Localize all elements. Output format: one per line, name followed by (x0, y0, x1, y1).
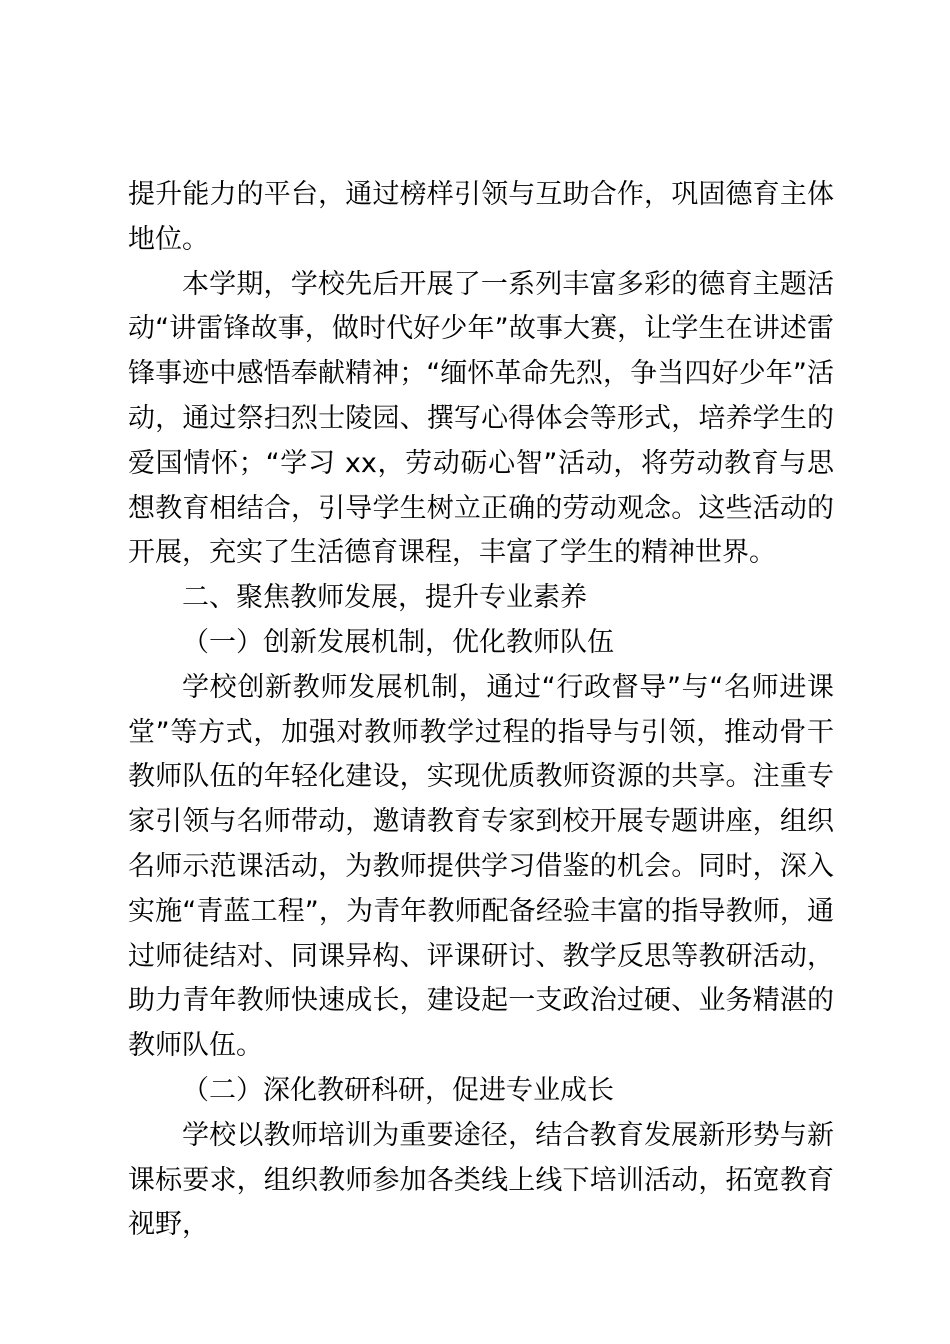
section-heading: 二、聚焦教师发展，提升专业素养 (182, 582, 587, 614)
paragraph-teacher-mechanism: 学校创新教师发展机制，通过“行政督导”与“名师进课堂”等方式，加强对教师教学过程的指导与引领，推动骨干教师队伍的年轻化建设，实现优质教师资源的共享。注重专家引领与名师带动，邀请教育专家到校开展专题讲座，组织名师示范课活动，为教师提供学习借鉴的机会。同时，深入实施“青蓝工程”，为青年教师配备经验丰富的指导教师，通过师徒结对、同课异构、评课研讨、教学反思等教研活动，助力青年教师快速成长，建设起一支政治过硬、业务精湛的教师队伍。 (128, 671, 834, 1062)
subsection-heading-1: （一）创新发展机制，优化教师队伍 (182, 626, 614, 658)
document-body (128, 173, 834, 1248)
paragraph-continuation: 提升能力的平台，通过榜样引领与互助合作，巩固德育主体地位。 (128, 179, 834, 255)
subsection-heading-2: （二）深化教研科研，促进专业成长 (182, 1074, 614, 1106)
paragraph-teacher-training: 学校以教师培训为重要途径，结合教育发展新形势与新课标要求，组织教师参加各类线上线下培训活动，拓宽教育视野， (128, 1119, 834, 1241)
paragraph-moral-activities: 本学期，学校先后开展了一系列丰富多彩的德育主题活动“讲雷锋故事，做时代好少年”故事大赛，让学生在讲述雷锋事迹中感悟奉献精神；“缅怀革命先烈，争当四好少年”活动，通过祭扫烈士陵园、撰写心得体会等形式，培养学生的爱国情怀；“学习 xx，劳动砺心智”活动，将劳动教育与思想教育相结合，引导学生树立正确的劳动观念。这些活动的开展，充实了生活德育课程，丰富了学生的精神世界。 (128, 268, 834, 569)
